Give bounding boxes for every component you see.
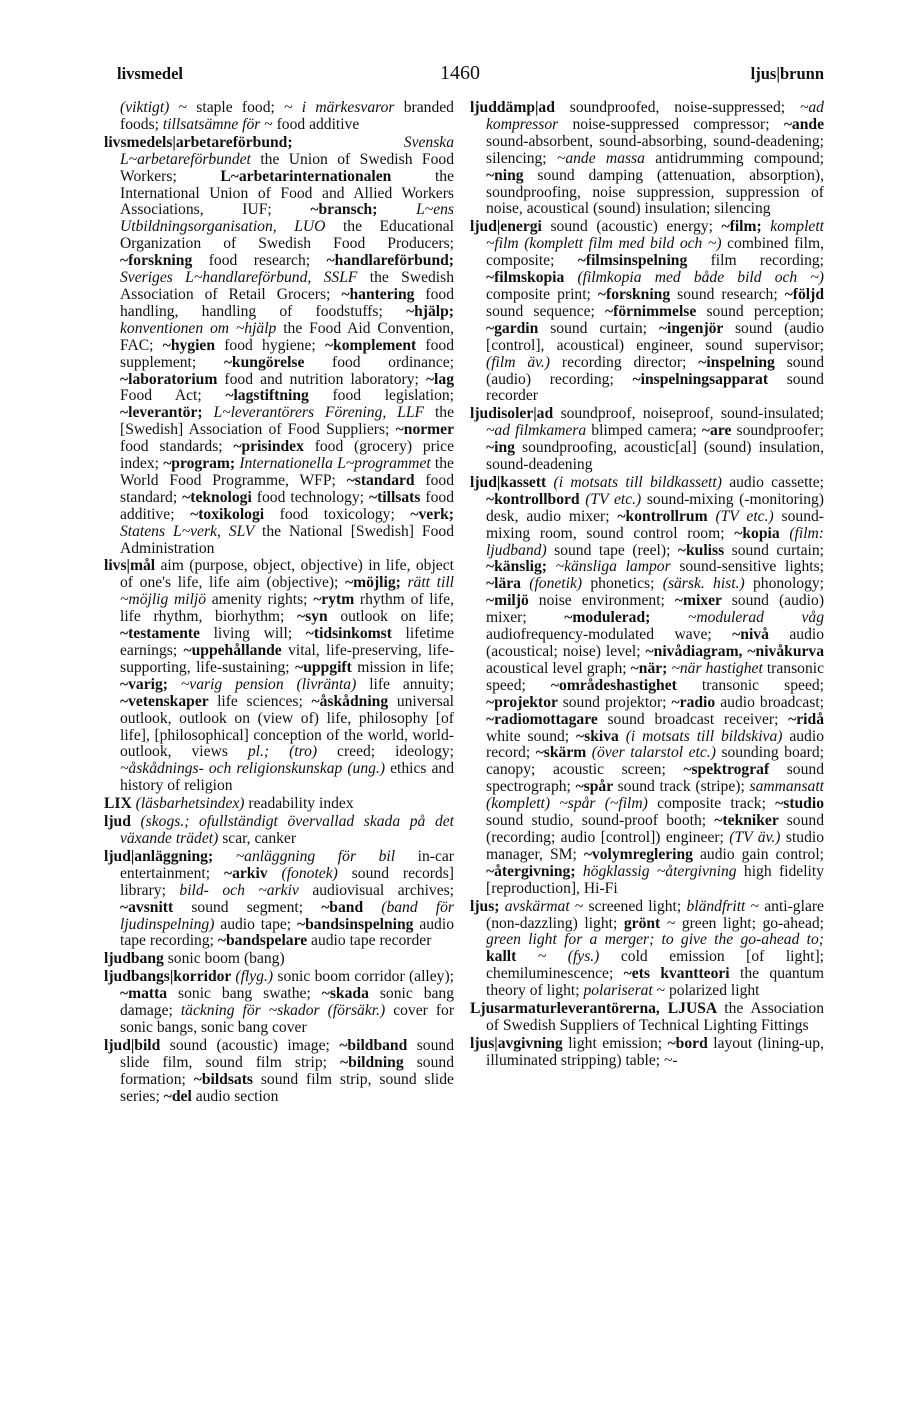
definition-text: scar, canker [222, 829, 297, 847]
headword: ~möjlig; [345, 574, 408, 592]
definition-text: layout (lining-up, illuminated stripping) table; ~- [486, 1034, 824, 1069]
right-guide-word: ljus|brunn [750, 64, 824, 83]
headword: ~lag [425, 370, 454, 388]
definition-text: the International Union of Food and Allied Workers Associations, IUF; [120, 167, 454, 219]
headword: ljud|anläggning; [104, 847, 236, 865]
definition-text: food and nutrition laboratory; [224, 370, 426, 388]
headword: L~arbetarinternationalen [220, 167, 435, 185]
headword: ~prisindex [233, 438, 315, 456]
definition-text: food technology; [256, 488, 369, 506]
headword: ~förnimmelse [605, 302, 707, 320]
headword: ~ning [486, 166, 538, 184]
definition-text: audio cassette; [729, 473, 824, 491]
usage-note: i märkesvaror [301, 99, 404, 116]
definition-text: sound formation; [120, 1053, 454, 1088]
headword: LIX [104, 795, 136, 813]
usage-note: (i motsats till bildskiva) [625, 727, 790, 745]
headword: ~are [701, 422, 737, 440]
definition-text: mission in life; [357, 658, 455, 676]
headword: ~verk; [410, 505, 454, 523]
headword: ~tillsats [368, 488, 426, 506]
headword: ~känslig; [486, 558, 556, 576]
usage-note: ~när hastighet [671, 659, 767, 677]
definition-text: amenity rights; [211, 591, 314, 609]
headword: ~radio [671, 693, 721, 711]
definition-text: ethics and history of religion [120, 760, 454, 795]
headword: ~hjälp; [406, 302, 454, 320]
definition-text: audio gain control; [700, 845, 824, 863]
definition-text: rhythm of life, life rhythm, biorhythm; [120, 591, 454, 626]
headword: ~ande [783, 115, 824, 133]
definition-text: the [Swedish] Association of Food Suppliers; [120, 404, 454, 439]
definition-text: audiovisual archives; [312, 881, 455, 899]
definition-text: noise environment; [538, 592, 675, 610]
definition-text: audiofrequency-modulated wave; [486, 626, 733, 644]
usage-note: Statens L~verk, SLV [120, 522, 262, 540]
usage-note: (band för ljudinspelning) [120, 898, 454, 933]
definition-text: studio manager, SM; [486, 828, 824, 863]
headword: ljudbangs|korridor [104, 968, 236, 986]
definition-text: light emission; [568, 1034, 668, 1052]
headword: ~skärm [535, 744, 592, 762]
usage-note: polariserat [583, 982, 657, 1000]
headword: ~bransch; [310, 201, 417, 219]
headword: ~hantering [341, 285, 426, 303]
usage-note: (läsbarhetsindex) [135, 795, 249, 813]
dictionary-entry [104, 1038, 454, 1106]
definition-text: cold emission [of light]; chemiluminescence; [486, 948, 824, 983]
left-column [104, 100, 454, 1106]
headword: ~program; [163, 455, 240, 473]
headword: ~kopia [734, 524, 790, 542]
definition-text: transonic speed; [701, 676, 824, 694]
usage-note: täckning för ~skador (försäkr.) [180, 1002, 394, 1020]
headword: ~spektrograf [683, 761, 787, 779]
headword: ljud|bild [104, 1036, 170, 1054]
definition-text: audio section [195, 1087, 279, 1105]
usage-note: komplett ~film (komplett film med bild och ~) [486, 218, 824, 253]
usage-note: (viktigt) [120, 99, 179, 116]
definition-text: audio broadcast; [720, 693, 825, 711]
definition-text: soundproofing, acoustic[al] (sound) insulation, sound-deadening [486, 439, 824, 474]
definition-text: ~ green light; go-ahead; [666, 914, 824, 932]
definition-text: the quantum theory of light; [486, 965, 824, 1000]
definition-text: recording director; [561, 353, 699, 371]
definition-text: sound records] library; [120, 864, 454, 899]
headword: ~handlareförbund; [326, 252, 454, 270]
definition-text: ~ polarized light [656, 982, 760, 1000]
headword: livs|mål [104, 557, 161, 575]
headword: ~bandsinspelning [297, 915, 420, 933]
definition-text: food toxicology; [279, 505, 411, 523]
usage-note: (TV etc.) [585, 490, 647, 508]
definition-text: high fidelity [reproduction], Hi-Fi [486, 862, 824, 897]
definition-text: composite print; [486, 285, 598, 303]
definition-text: lifetime earnings; [120, 625, 455, 659]
usage-note: rätt till ~möjlig miljö [120, 574, 454, 609]
headword: ~avsnitt [120, 898, 192, 916]
definition-text: sound recorder [486, 370, 824, 405]
headword: ~bord [667, 1034, 714, 1052]
headword: ~volymreglering [583, 845, 700, 863]
usage-note: (i motsats till bildkassett) [553, 473, 730, 491]
definition-text: sound-sensitive lights; [679, 558, 824, 576]
usage-note: Sveriges L~handlareförbund, SSLF [120, 269, 370, 287]
headword: ~toxikologi [190, 505, 280, 523]
headword: ljus|avgivning [470, 1034, 569, 1052]
definition-text: audio record; [486, 727, 824, 762]
definition-text: ~ [537, 948, 568, 966]
headword: ~rytm [313, 591, 360, 609]
dictionary-entry [104, 951, 454, 968]
headword: ~inspelningsapparat [632, 370, 787, 388]
usage-note: (fys.) [567, 948, 621, 966]
usage-note: konventionen om ~hjälp [120, 319, 284, 337]
headword: ~ing [486, 439, 523, 457]
headword: ~nivådiagram, ~nivåkurva [645, 643, 824, 660]
usage-note: L~leverantörers Förening, LLF [213, 404, 435, 422]
headword: Ljusarmaturleverantörerna, LJUSA [470, 1000, 725, 1018]
usage-note: sammansatt (komplett) ~spår (~film) [486, 778, 825, 813]
headword: ljuddämp|ad [470, 99, 570, 116]
definition-text: sound (recording; audio [control]) engineer; [486, 812, 824, 846]
page-header [0, 62, 920, 88]
headword: ~miljö [486, 592, 539, 610]
definition-text: acoustical level graph; [486, 659, 631, 677]
headword: ~skada [321, 985, 380, 1003]
headword: ~matta [120, 985, 179, 1003]
usage-note: avskärmat [504, 897, 575, 915]
definition-text: white sound; [486, 727, 577, 745]
definition-text: sound film strip, sound slide series; [120, 1070, 454, 1105]
definition-text: the Union of Swedish Food Workers; [120, 150, 454, 185]
headword: ~gardin [486, 319, 551, 337]
definition-text: Food Act; [120, 387, 226, 405]
headword: ~ridå [788, 710, 824, 728]
dictionary-entry [104, 849, 454, 950]
headword: ~forskning [120, 252, 209, 270]
usage-note: ~varig pension (livränta) [180, 675, 370, 693]
definition-text: blimped camera; [591, 422, 702, 440]
headword: ~normer [395, 421, 454, 439]
definition-text: transonic speed; [486, 659, 825, 694]
definition-text: creed; ideology; [337, 743, 455, 761]
definition-text: sound perception; [706, 302, 825, 320]
definition-text: sound studio, sound-proof booth; [486, 812, 715, 830]
definition-text: ~ screened light; [574, 897, 687, 915]
definition-text: food hygiene; [224, 336, 325, 354]
usage-note: bländfritt [686, 897, 751, 915]
usage-note: ~modulerad våg [687, 609, 824, 627]
usage-note: (film: ljudband) [486, 524, 825, 559]
right-column [470, 100, 824, 1071]
usage-note: högklassig ~återgivning [582, 862, 744, 880]
usage-note: (fonotek) [281, 864, 352, 882]
usage-note: (TV etc.) [715, 507, 782, 525]
usage-note: (fonetik) [529, 575, 591, 593]
headword: ~modulerad; [564, 609, 688, 627]
definition-text: sound (acoustic) image; [169, 1036, 340, 1054]
definition-text: sound-absorbent, sound-absorbing, sound-deadening; silencing; [486, 132, 824, 167]
usage-note: (skogs.; ofullständigt övervallad skada på det växande trädet) [120, 813, 454, 847]
headword: ljud|energi [470, 218, 551, 236]
definition-text: ~ anti-glare (non-dazzling) light; [486, 897, 824, 932]
usage-note: tillsatsämne för [162, 115, 265, 133]
headword: ~när; [630, 659, 672, 677]
usage-note: (över talarstol etc.) [591, 744, 722, 762]
headword: ~åskådning [311, 692, 397, 710]
headword: ~filmsinspelning [577, 252, 711, 270]
definition-text: sonic boom corridor (alley); [277, 968, 454, 986]
definition-text: audio tape; [220, 915, 297, 933]
headword: ~forskning [597, 285, 678, 303]
headword: ~bandspelare [217, 932, 312, 950]
definition-text: audio (acoustical; noise) level; [486, 626, 825, 660]
page-number: 1460 [440, 62, 480, 84]
definition-text: sound research; [677, 285, 785, 303]
definition-text: sound (audio [control], acoustical) engineer, sound supervisor; [486, 319, 824, 354]
dictionary-entry [470, 219, 824, 405]
definition-text: universal outlook, outlook on (view of) life, philosophy [of life], [philosophical] conception of the world, world-outlook, views [120, 692, 454, 761]
definition-text: sound-mixing (-monitoring) desk, audio mixer; [486, 490, 824, 525]
definition-text: food supplement; [120, 336, 455, 371]
definition-text: sonic bang damage; [120, 985, 455, 1020]
dictionary-entry [470, 1036, 824, 1070]
usage-note: (särsk. hist.) [662, 575, 753, 593]
usage-note: ~ande massa [556, 149, 656, 167]
definition-text: sound spectrograph; [486, 761, 824, 796]
definition-text: sound (audio) recording; [486, 353, 824, 388]
definition-text: readability index [248, 795, 354, 813]
dictionary-entry-continuation [104, 100, 454, 134]
headword: ljud|kassett [470, 473, 554, 491]
definition-text: sound-mixing room, sound control room; [486, 507, 824, 542]
headword: ~spår [575, 778, 618, 796]
headword: ~arkiv [223, 864, 282, 882]
definition-text: sound track (stripe); [617, 778, 750, 796]
definition-text: outlook on life; [340, 608, 455, 626]
definition-text: audio tape recorder [311, 932, 432, 950]
headword: ~nivå [732, 626, 790, 644]
usage-note: ~anläggning för bil [235, 847, 418, 865]
usage-note: (flyg.) [235, 968, 278, 986]
usage-note: Svenska L~arbetareförbundet [120, 133, 454, 168]
usage-note: (film äv.) [486, 353, 562, 371]
headword: grönt [623, 914, 667, 932]
definition-text: sound (audio) mixer; [486, 592, 825, 627]
usage-note: (filmkopia med både bild och ~) [577, 269, 824, 287]
headword: ~inspelning [698, 353, 787, 371]
definition-text: sound curtain; [731, 541, 825, 559]
headword: livsmedels|arbetareförbund; [104, 133, 404, 151]
headword: ~ets kvantteori [623, 965, 740, 983]
definition-text: branded foods; [120, 99, 454, 133]
definition-text: food research; [208, 252, 327, 270]
definition-text: sound broadcast receiver; [607, 710, 789, 728]
definition-text: sound slide film, sound film strip; [120, 1036, 454, 1071]
headword: ~vetenskaper [120, 692, 218, 710]
dictionary-entry [470, 475, 824, 898]
definition-text: combined film, composite; [486, 235, 825, 270]
headword: ljudisoler|ad [470, 405, 561, 423]
left-guide-word: livsmedel [117, 64, 183, 83]
definition-text: food (grocery) price index; [120, 438, 455, 473]
headword: ~följd [784, 285, 824, 303]
headword: ~studio [775, 795, 824, 813]
headword: ~hygien [162, 336, 225, 354]
usage-note: Internationella L~programmet [239, 455, 435, 473]
definition-text: sound tape (reel); [554, 541, 678, 559]
dictionary-entry [104, 796, 454, 813]
headword: ljus; [470, 897, 505, 915]
definition-text: sound projektor; [562, 693, 672, 711]
definition-text: the National [Swedish] Food Administration [120, 522, 454, 557]
headword: ~tidsinkomst [305, 625, 406, 643]
headword: ~syn [297, 608, 341, 626]
headword: ~skiva [576, 727, 626, 745]
headword: ~bildsats [193, 1070, 261, 1088]
dictionary-entry [470, 100, 824, 218]
headword: ~standard [346, 471, 426, 489]
headword: ~kontrollbord [486, 490, 586, 508]
definition-text: phonetics; [590, 575, 663, 593]
definition-text: living will; [213, 625, 306, 643]
headword: ~återgivning; [486, 862, 583, 880]
usage-note: ~ad kompressor [486, 99, 824, 133]
dictionary-entry [470, 1001, 824, 1035]
definition-text: audio tape recording; [120, 915, 454, 950]
definition-text: aim (purpose, object, objective) in life, object of one's life, life aim (objective); [120, 557, 454, 592]
definition-text: in-car entertainment; [120, 847, 454, 882]
definition-text: the Swedish Association of Retail Grocers; [120, 269, 454, 303]
definition-text: food ordinance; [332, 353, 454, 371]
definition-text: phonology; [752, 575, 825, 593]
headword: ~del [163, 1087, 196, 1105]
definition-text: the Association of Swedish Suppliers of Technical Lighting Fittings [486, 1000, 824, 1034]
headword: ~bildband [339, 1036, 417, 1054]
headword: ~projektor [486, 693, 563, 711]
dictionary-entry [104, 135, 454, 558]
definition-text: sound sequence; [486, 302, 606, 320]
headword: ~laboratorium [120, 370, 225, 388]
definition-text: soundproof, noiseproof, sound-insulated; [560, 405, 824, 423]
dictionary-entry [104, 558, 454, 795]
definition-text: the World Food Programme, WFP; [120, 455, 454, 489]
headword: ~ingenjör [658, 319, 735, 337]
headword: ~bildning [340, 1053, 417, 1071]
definition-text: vital, life-preserving, life-supporting, life-sustaining; [120, 642, 454, 676]
definition-text: life sciences; [217, 692, 312, 710]
usage-note: (TV äv.) [729, 828, 786, 846]
headword: ~komplement [324, 336, 426, 354]
headword: ~radiomottagare [486, 710, 608, 728]
headword: ~testamente [120, 625, 214, 643]
usage-note: ~känsliga lampor [555, 558, 680, 576]
headword: ~kontrollrum [617, 507, 716, 525]
headword: ~mixer [674, 592, 732, 610]
definition-text: sound segment; [191, 898, 322, 916]
dictionary-entry [470, 899, 824, 1000]
headword: ~uppgift [295, 658, 358, 676]
definition-text: food standard; [120, 471, 454, 506]
definition-text: soundproofer; [736, 422, 824, 440]
usage-note: ~åskådnings- och religionskunskap (ung.) [120, 760, 391, 778]
headword: ~band [321, 898, 382, 916]
headword: ~kungörelse [223, 353, 333, 371]
headword: ~leverantör; [120, 404, 214, 422]
definition-text: sound damping (attenuation, absorption), soundproofing, noise suppression, suppression of noise, acoustical (sound) insulation; silencing [486, 166, 824, 218]
headword: ~filmskopia [486, 269, 578, 287]
headword: ~teknologi [182, 488, 257, 506]
definition-text: composite track; [657, 795, 776, 813]
definition-text: soundproofed, noise-suppressed; [569, 99, 800, 116]
definition-text: food additive; [120, 488, 454, 523]
definition-text: life annuity; [369, 675, 454, 693]
definition-text: food legislation; [332, 387, 455, 405]
definition-text: sonic boom (bang) [167, 950, 285, 968]
headword: ~lagstiftning [225, 387, 333, 405]
definition-text: film recording; [710, 252, 825, 270]
usage-note: bild- och ~arkiv [179, 881, 313, 899]
definition-text: ~ staple food; ~ [178, 99, 302, 116]
usage-note: ~ad filmkamera [486, 422, 592, 440]
definition-text: sound (acoustic) energy; [550, 218, 722, 236]
definition-text: ~ food additive [264, 115, 360, 133]
dictionary-entry [104, 814, 454, 848]
definition-text: sound curtain; [550, 319, 659, 337]
definition-text: antidrumming compound; [655, 149, 824, 167]
headword: ~varig; [120, 675, 181, 693]
dictionary-entry [470, 406, 824, 474]
definition-text: the Food Aid Convention, FAC; [120, 319, 454, 354]
definition-text: sounding board; canopy; acoustic screen; [486, 744, 824, 779]
headword: ~tekniker [714, 812, 787, 830]
headword: ljudbang [104, 950, 168, 968]
headword: ~kuliss [677, 541, 732, 559]
headword: kallt [486, 948, 538, 966]
dictionary-entry [104, 969, 454, 1037]
headword: ~film; [721, 218, 771, 236]
definition-text: food handling, handling of foodstuffs; [120, 285, 454, 320]
definition-text: the Educational Organization of Swedish Food Producers; [120, 218, 454, 253]
definition-text: noise-suppressed compressor; [572, 115, 784, 133]
definition-text: sonic bang swathe; [178, 985, 322, 1003]
usage-note: green light for a merger; to give the go-ahead to; [486, 931, 824, 949]
definition-text: cover for sonic bangs, sonic bang cover [120, 1002, 455, 1036]
definition-text: food standards; [120, 438, 234, 456]
usage-note: pl.; (tro) [247, 743, 338, 761]
usage-note: L~ens Utbildningsorganisation, LUO [120, 201, 454, 236]
headword: ~lära [486, 575, 530, 593]
headword: ~områdeshastighet [550, 676, 702, 694]
headword: ~uppehållande [183, 642, 289, 659]
headword: ljud [104, 813, 141, 831]
